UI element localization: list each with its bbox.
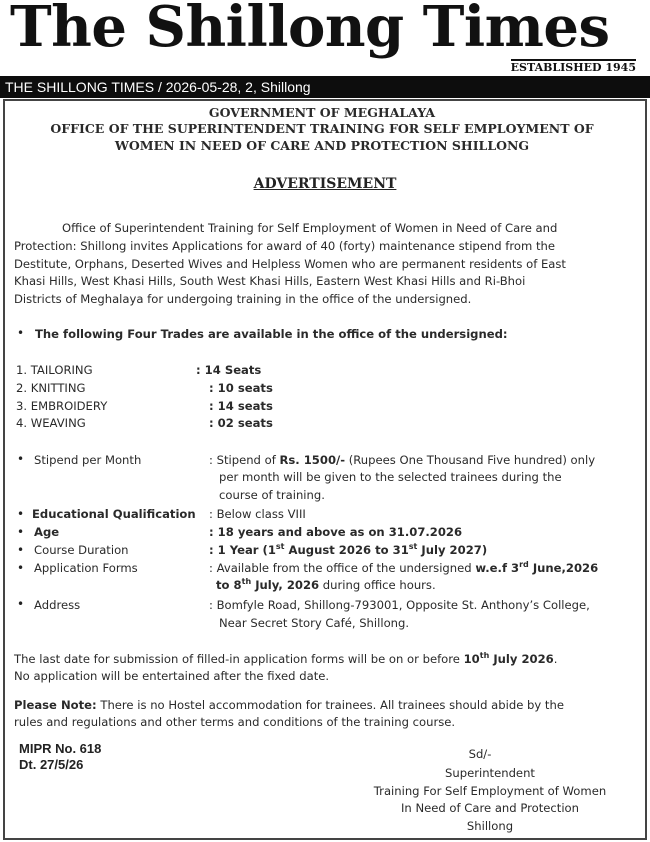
education-label: Educational Qualification: [32, 507, 196, 521]
bullet-icon: •: [17, 543, 25, 557]
age-value: : 18 years and above as on 31.07.2026: [209, 525, 463, 539]
address-line-1: : Bomfyle Road, Shillong-793001, Opposite St. Anthony’s College,: [209, 598, 590, 612]
trade-name: 1. TAILORING: [16, 363, 93, 377]
trade-seats: : 02 seats: [209, 416, 273, 430]
intro-line-1: Office of Superintendent Training for Self Employment of Women in Need of Care and: [62, 221, 558, 235]
lastdate-line-2: No application will be entertained after the fixed date.: [14, 669, 330, 683]
mipr-number: MIPR No. 618: [19, 741, 102, 756]
stipend-line-1: : Stipend of Rs. 1500/- (Rupees One Thousand Five hundred) only: [209, 453, 596, 467]
trade-seats: : 14 Seats: [196, 363, 262, 377]
trade-name: 2. KNITTING: [16, 381, 86, 395]
signature-office-1: Training For Self Employment of Women: [373, 784, 607, 798]
established-tag: ESTABLISHED 1945: [510, 61, 636, 74]
intro-line-4: Khasi Hills, West Khasi Hills, South West Khasi Hills, Eastern West Khasi Hills and Ri-Bhoi: [14, 274, 526, 288]
intro-line-3: Destitute, Orphans, Deserted Wives and Helpless Women who are permanent residents of East: [14, 257, 566, 271]
edition-strip: THE SHILLONG TIMES / 2026-05-28, 2, Shillong: [0, 76, 650, 98]
note-line-1: Please Note: There is no Hostel accommodation for trainees. All trainees should abide by the: [14, 698, 564, 712]
intro-line-2: Protection: Shillong invites Applications for award of 40 (forty) maintenance stipend from the: [14, 239, 555, 253]
signature-designation: Superintendent: [445, 766, 535, 780]
address-line-2: Near Secret Story Café, Shillong.: [219, 616, 410, 630]
lastdate-line-1: The last date for submission of filled-in application forms will be on or before 10th July 2026.: [14, 651, 558, 666]
forms-line-1: : Available from the office of the undersigned w.e.f 3rd June,2026: [209, 560, 599, 575]
trades-heading: The following Four Trades are available in the office of the undersigned:: [35, 327, 508, 341]
bullet-icon: •: [17, 452, 25, 466]
trade-seats: : 14 seats: [209, 399, 273, 413]
stipend-label: Stipend per Month: [34, 453, 142, 467]
trade-seats: : 10 seats: [209, 381, 273, 395]
stipend-line-2: per month will be given to the selected trainees during the: [219, 470, 562, 484]
duration-value: : 1 Year (1st August 2026 to 31st July 2027): [209, 542, 488, 557]
age-label: Age: [34, 525, 60, 539]
header-line-3: WOMEN IN NEED OF CARE AND PROTECTION SHILLONG: [114, 138, 530, 153]
intro-line-5: Districts of Meghalaya for undergoing training in the office of the undersigned.: [14, 292, 472, 306]
forms-label: Application Forms: [34, 561, 138, 575]
duration-label: Course Duration: [34, 543, 129, 557]
bullet-icon: •: [17, 525, 25, 539]
header-line-2: OFFICE OF THE SUPERINTENDENT TRAINING FOR SELF EMPLOYMENT OF: [50, 121, 594, 136]
address-label: Address: [34, 598, 81, 612]
signature-office-2: In Need of Care and Protection: [401, 801, 579, 815]
signature-place: Shillong: [466, 819, 514, 833]
masthead: [0, 0, 650, 74]
education-value: : Below class VIII: [209, 507, 306, 521]
trade-name: 4. WEAVING: [16, 416, 86, 430]
signature-sd: Sd/-: [468, 747, 492, 761]
note-line-2: rules and regulations and other terms and conditions of the training course.: [14, 715, 456, 729]
forms-line-2: to 8th July, 2026 during office hours.: [216, 577, 436, 592]
trade-name: 3. EMBROIDERY: [16, 399, 108, 413]
mipr-date: Dt. 27/5/26: [19, 757, 84, 772]
bullet-icon: •: [17, 597, 25, 611]
advertisement-title: ADVERTISEMENT: [253, 176, 397, 192]
bullet-icon: •: [17, 507, 25, 521]
newspaper-title: The Shillong Times: [10, 0, 610, 60]
stipend-line-3: course of training.: [219, 488, 325, 502]
bullet-icon: •: [17, 561, 25, 575]
header-line-1: GOVERNMENT OF MEGHALAYA: [208, 105, 436, 120]
bullet-icon: •: [17, 326, 25, 340]
